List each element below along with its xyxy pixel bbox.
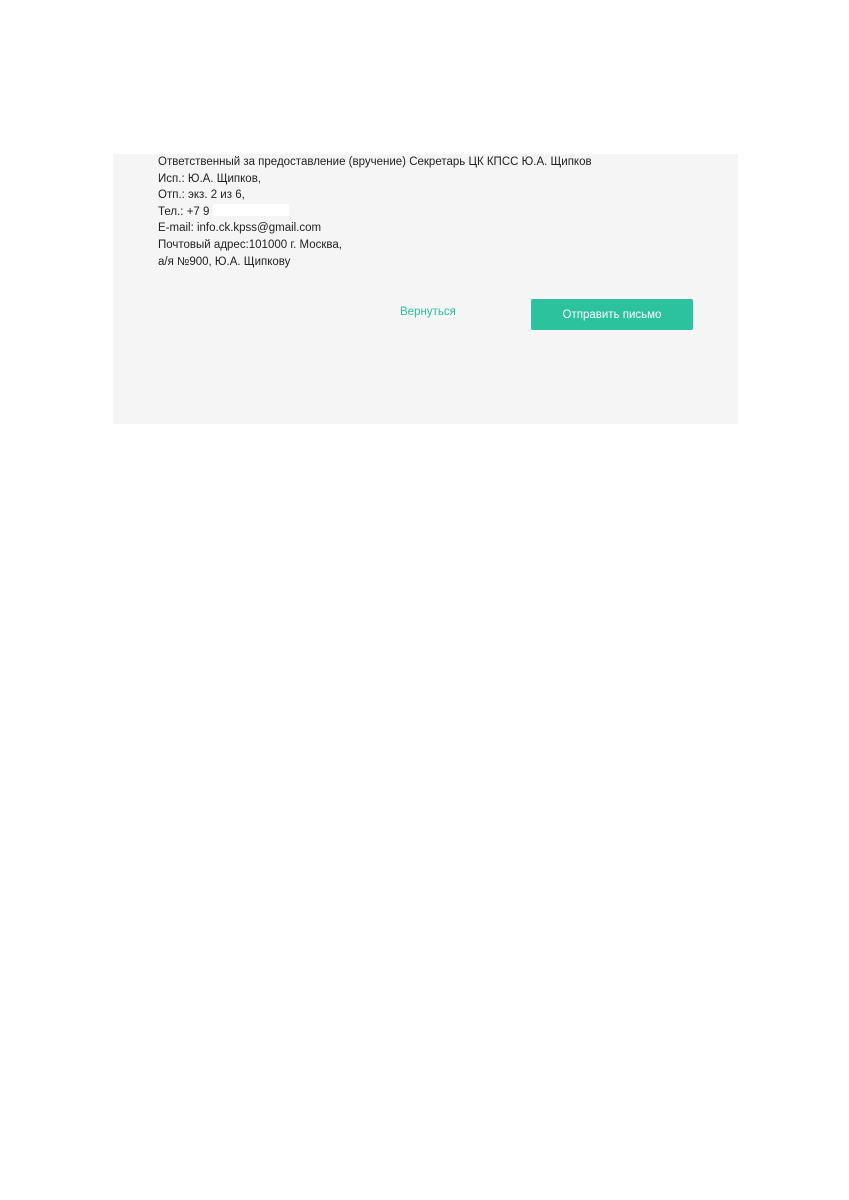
- executor-line: Исп.: Ю.А. Щипков,: [158, 172, 261, 185]
- send-letter-button[interactable]: [531, 299, 693, 330]
- po-box-line: а/я №900, Ю.А. Щипкову: [158, 255, 291, 268]
- responsible-line: Ответственный за предоставление (вручение) Секретарь ЦК КПСС Ю.А. Щипков: [158, 156, 592, 168]
- postal-address-line: Почтовый адрес:101000 г. Москва,: [158, 238, 342, 251]
- back-link[interactable]: Вернуться: [400, 306, 456, 318]
- phone-line: [158, 204, 592, 221]
- signature-block: [158, 154, 592, 270]
- email-line: E-mail: info.ck.kpss@gmail.com: [158, 222, 322, 235]
- send-letter-label: Отправить письмо: [562, 308, 662, 321]
- letter-panel: [113, 154, 738, 424]
- redacted-phone-number: [213, 204, 289, 216]
- copies-line: Отп.: экз. 2 из 6,: [158, 189, 245, 202]
- phone-prefix: Тел.: +7 9: [158, 205, 210, 218]
